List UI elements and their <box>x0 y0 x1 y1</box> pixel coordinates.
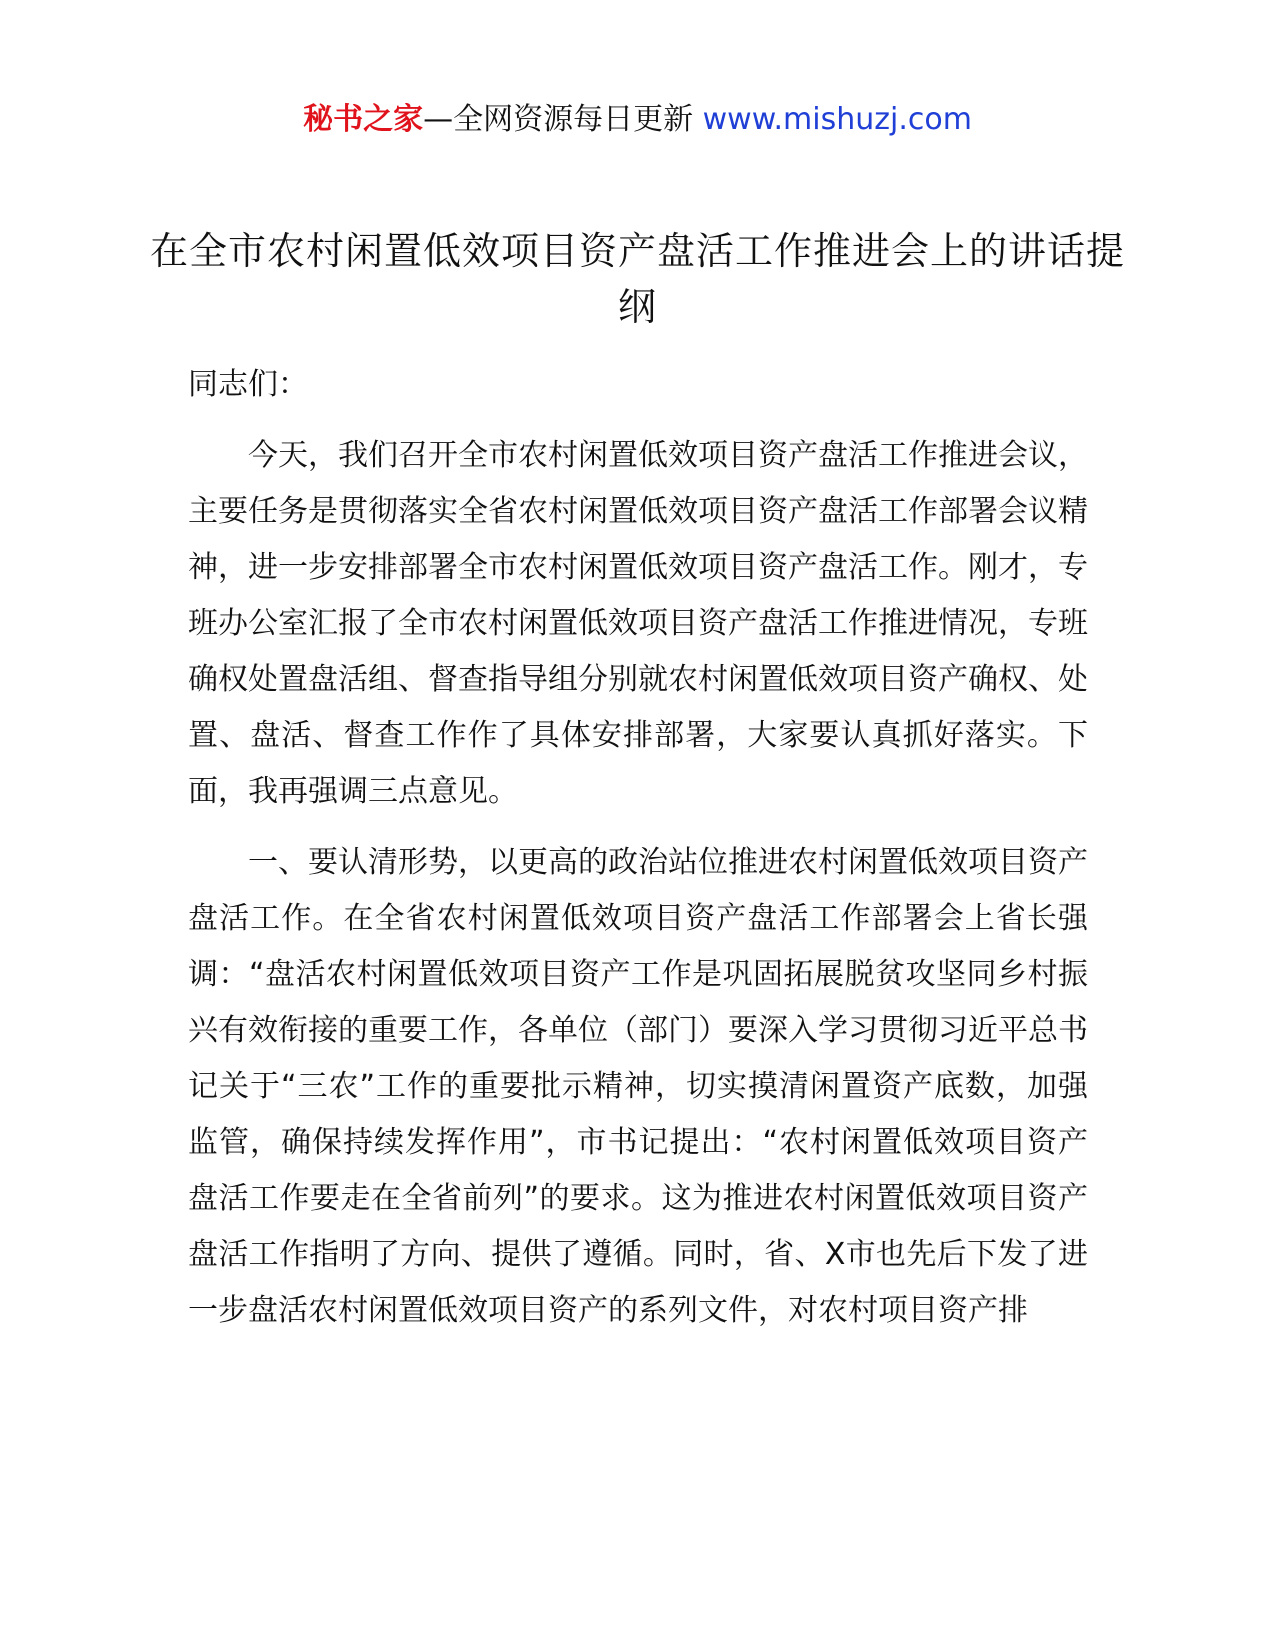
paragraph-point-one: 一、要认清形势，以更高的政治站位推进农村闲置低效项目资产盘活工作。在全省农村闲置低效项目资产盘活工作部署会上省长强调：“盘活农村闲置低效项目资产工作是巩固拓展脱贫攻坚同乡村振兴有效衔接的重要工作，各单位（部门）要深入学习贯彻习近平总书记关于“三农”工作的重要批示精神，切实摸清闲置资产底数，加强监管，确保持续发挥作用”，市书记提出：“农村闲置低效项目资产盘活工作要走在全省前列”的要求。这为推进农村闲置低效项目资产盘活工作指明了方向、提供了遵循。同时，省、X市也先后下发了进一步盘活农村闲置低效项目资产的系列文件，对农村项目资产排 <box>188 845 1088 1328</box>
site-url-link[interactable]: www.mishuzj.com <box>702 102 972 137</box>
paragraph-opening: 今天，我们召开全市农村闲置低效项目资产盘活工作推进会议，主要任务是贯彻落实全省农村闲置低效项目资产盘活工作部署会议精神，进一步安排部署全市农村闲置低效项目资产盘活工作。刚才，专班办公室汇报了全市农村闲置低效项目资产盘活工作推进情况，专班确权处置盘活组、督查指导组分别就农村闲置低效项目资产确权、处置、盘活、督查工作作了具体安排部署，大家要认真抓好落实。下面，我再强调三点意见。 <box>188 438 1088 809</box>
document-body <box>188 357 1088 1339</box>
document-title: 在全市农村闲置低效项目资产盘活工作推进会上的讲话提纲 <box>150 229 1126 329</box>
salutation: 同志们： <box>188 367 308 402</box>
site-header <box>0 100 1275 140</box>
header-tagline: —全网资源每日更新 <box>423 102 694 137</box>
brand-name: 秘书之家 <box>303 102 424 137</box>
